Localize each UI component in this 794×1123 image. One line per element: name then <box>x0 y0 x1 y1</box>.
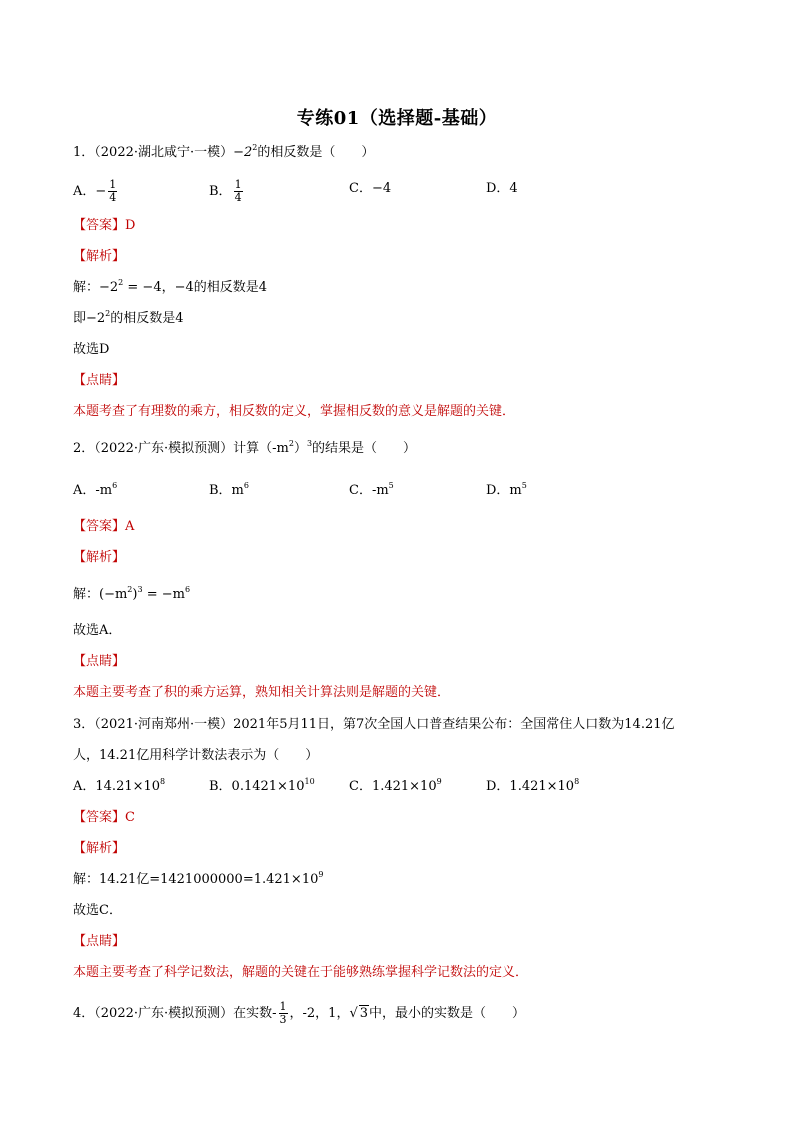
q2-option-d-exp: 5 <box>521 481 527 490</box>
q2-option-c-label: C．-m <box>349 483 389 498</box>
q3-option-a-label: A．14.21×10 <box>73 779 161 794</box>
q3-option-c-label: C．1.421×10 <box>349 779 437 794</box>
q1-option-b-label: B． <box>209 184 232 199</box>
q2-stem-post: 的结果是（ ） <box>312 441 417 456</box>
fraction-numerator: 1 <box>234 178 242 191</box>
q1-stem-source: 1．（2022·湖北咸宁·一模） <box>73 145 234 160</box>
fraction-denominator: 3 <box>279 1013 287 1026</box>
q1-sol1-exp: 2 <box>118 278 124 287</box>
q2-option-d <box>486 482 527 500</box>
q2-comment-label: 【点睛】 <box>73 654 126 669</box>
q3-comment: 本题主要考查了科学记数法，解题的关键在于能够熟练掌握科学记数法的定义． <box>73 965 529 980</box>
fraction-denominator: 4 <box>109 191 117 204</box>
q2-stem-pre: 2．（2022·广东·模拟预测）计算（-m <box>73 441 289 456</box>
q2-option-c-exp: 5 <box>388 481 394 490</box>
q3-answer: 【答案】C <box>73 810 135 825</box>
sqrt-symbol: √ <box>349 1006 358 1021</box>
q3-solution-line-2: 故选C． <box>73 903 122 918</box>
q2-stem-exp: 2 <box>288 439 294 448</box>
q1-stem-text: 的相反数是（ ） <box>257 145 375 160</box>
q1-sol2-exp: 2 <box>105 309 111 318</box>
q3-option-a <box>73 778 165 796</box>
q1-sol2-post: 的相反数是4 <box>110 311 184 326</box>
q2-option-a <box>73 482 117 500</box>
fraction-numerator: 1 <box>279 1000 287 1013</box>
q2-option-b-label: B．m <box>209 483 244 498</box>
q2-option-b <box>209 482 249 500</box>
q1-sol2-pre: 即−2 <box>73 311 106 326</box>
q2-option-a-exp: 6 <box>112 481 118 490</box>
q2-option-a-label: A．-m <box>73 483 113 498</box>
q1-option-a-fraction <box>108 179 117 204</box>
q3-solution-line-1 <box>73 871 323 889</box>
q1-sol1-pre: 解：−2 <box>73 280 119 295</box>
q1-comment: 本题考查了有理数的乘方，相反数的定义，掌握相反数的意义是解题的关键． <box>73 404 516 419</box>
q3-option-d <box>486 778 579 796</box>
q3-stem-line-2: 人，14.21亿用科学计数法表示为（ ） <box>73 748 319 763</box>
q2-sol1-pre: 解：(−m <box>73 587 128 602</box>
q2-option-b-exp: 6 <box>243 481 249 490</box>
q1-option-b-fraction <box>234 179 243 204</box>
fraction-numerator: 1 <box>109 178 117 191</box>
q3-option-b <box>209 778 315 796</box>
q3-analysis-label: 【解析】 <box>73 841 126 856</box>
q1-solution-line-3: 故选D <box>73 342 110 357</box>
q3-option-d-exp: 8 <box>574 777 580 786</box>
q3-option-b-exp: 10 <box>304 777 315 786</box>
sqrt-radicand: 3 <box>359 1006 369 1021</box>
q3-option-a-exp: 8 <box>160 777 166 786</box>
q2-solution-line-2: 故选A． <box>73 623 122 638</box>
page-title: 专练01（选择题-基础） <box>296 108 498 129</box>
q4-stem-mid: ，-2，1， <box>289 1006 350 1021</box>
q3-option-b-label: B．0.1421×10 <box>209 779 305 794</box>
q3-sol1-pre: 解：14.21亿=1421000000=1.421×10 <box>73 872 319 887</box>
q2-stem-mid: ） <box>293 441 307 456</box>
q1-solution-line-2 <box>73 310 184 328</box>
q1-answer: 【答案】D <box>73 218 136 233</box>
fraction-denominator: 4 <box>234 191 242 204</box>
q1-stem-exp: 2 <box>252 143 258 152</box>
q1-analysis-label: 【解析】 <box>73 249 126 264</box>
q3-comment-label: 【点睛】 <box>73 934 126 949</box>
q2-sol1-exp2: 3 <box>137 585 143 594</box>
q3-sol1-exp: 9 <box>318 870 324 879</box>
q4-stem-post: 中，最小的实数是（ ） <box>369 1006 526 1021</box>
q4-stem-fraction <box>279 1001 288 1026</box>
q1-comment-label: 【点睛】 <box>73 373 126 388</box>
q2-option-d-label: D．m <box>486 483 522 498</box>
q1-option-a-label: A． <box>73 184 96 199</box>
q1-option-b <box>209 179 245 204</box>
q2-stem <box>73 440 416 458</box>
q2-answer: 【答案】A <box>73 519 135 534</box>
q3-option-d-label: D．1.421×10 <box>486 779 575 794</box>
q3-option-c <box>349 778 442 796</box>
q3-option-c-exp: 9 <box>436 777 442 786</box>
q1-option-d: D．4 <box>486 181 518 196</box>
q1-option-a <box>73 179 119 204</box>
q2-sol1-mid: ) <box>132 587 138 602</box>
q1-option-c: C．−4 <box>349 181 392 196</box>
q2-sol1-post: = −m <box>142 587 185 602</box>
q2-stem-exp2: 3 <box>306 439 313 448</box>
q1-stem <box>73 144 374 162</box>
q1-solution-line-1 <box>73 279 267 297</box>
q4-stem-pre: 4．（2022·广东·模拟预测）在实数- <box>73 1006 277 1021</box>
q4-stem <box>73 1001 525 1026</box>
q1-option-a-sign: − <box>95 184 107 199</box>
q2-sol1-exp3: 6 <box>184 585 191 594</box>
q1-sol1-post: = −4，−4的相反数是4 <box>123 280 268 295</box>
q3-stem-line-1: 3．（2021·河南郑州·一模）2021年5月11日，第7次全国人口普查结果公布：全国常住人口数为14.21亿 <box>73 717 675 732</box>
q2-sol1-exp: 2 <box>127 585 133 594</box>
q1-stem-expr: −2 <box>233 145 253 160</box>
q2-solution-line-1 <box>73 586 190 604</box>
q2-comment: 本题主要考查了积的乘方运算，熟知相关计算法则是解题的关键． <box>73 685 451 700</box>
q2-option-c <box>349 482 394 500</box>
q2-analysis-label: 【解析】 <box>73 550 126 565</box>
